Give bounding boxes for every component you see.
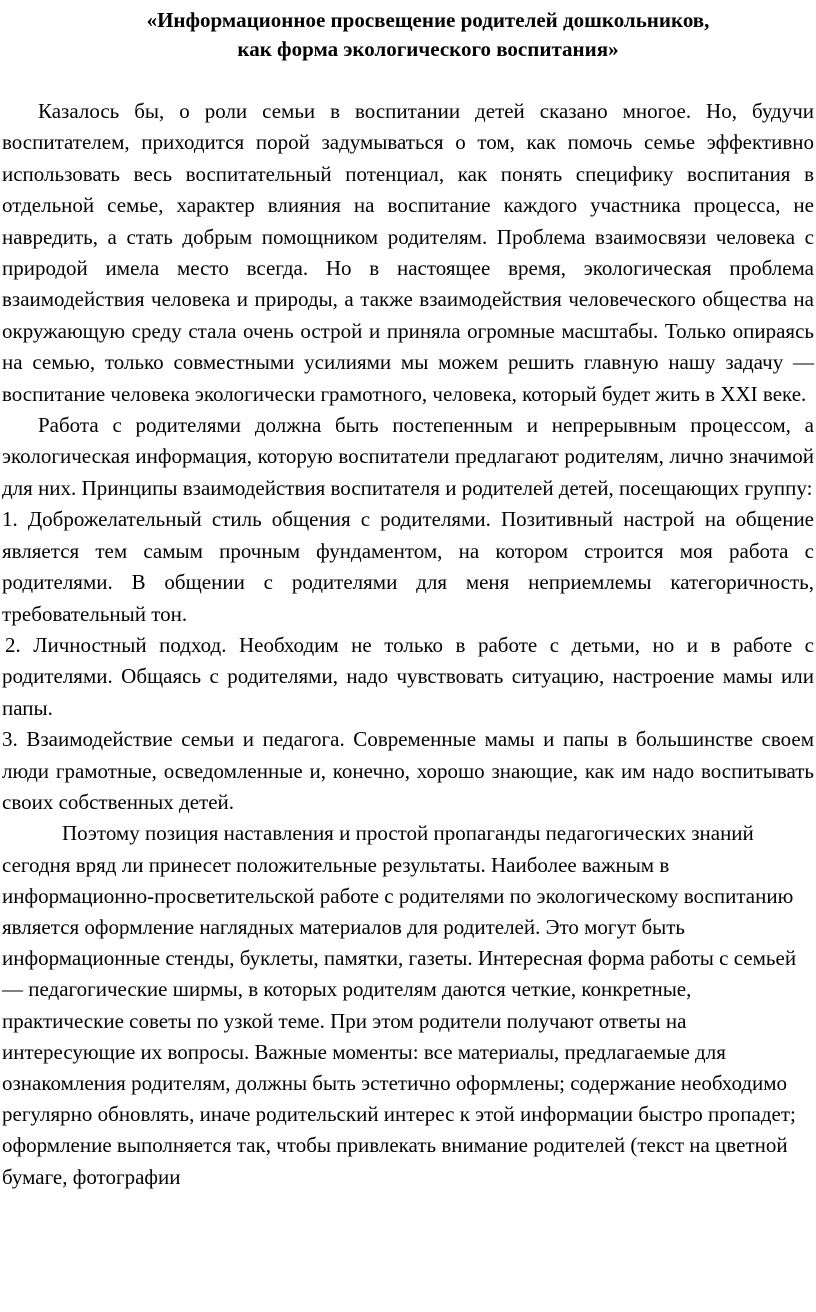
paragraph-work-with-parents: Работа с родителями должна быть постепенным и непрерывным процессом, а экологическая информация, которую воспитатели предлагают родителям, лично значимой для них. Принципы взаимодействия воспитателя и родителей детей, посещающих группу: [2,413,814,500]
principle-1: 1. Доброжелательный стиль общения с родителями. Позитивный настрой на общение является тем самым прочным фундаментом, на котором строится моя работа с родителями. В общении с родителями для меня неприемлемы категоричность, требовательный тон. [2,507,814,626]
principle-2: 2. Личностный подход. Необходим не только в работе с детьми, но и в работе с родителями. Общаясь с родителями, надо чувствовать ситуацию, настроение мамы или папы. [2,632,814,720]
document-title [2,6,814,64]
title-line-1: «Информационное просвещение родителей дошкольников, [146,8,710,32]
title-line-2: как форма экологического воспитания» [237,37,619,61]
closing-section [2,818,814,1192]
paragraph-intro: Казалось бы, о роли семьи в воспитании детей сказано многое. Но, будучи воспитателем, приходится порой задумываться о том, как помочь семье эффективно использовать весь воспитательный потенциал, как понять специфику воспитания в отдельной семье, характер влияния на воспитание каждого участника процесса, не навредить, а стать добрым помощником родителям. Проблема взаимосвязи человека с природой имела место всегда. Но в настоящее время, экологическая проблема взаимодействия человека и природы, а также взаимодействия человеческого общества на окружающую среду стала очень острой и приняла огромные масштабы. Только опираясь на семью, только совместными усилиями мы можем решить главную нашу задачу — воспитание человека экологически грамотного, человека, который будет жить в XXI веке. [2,99,814,406]
paragraph-visual-materials: Поэтому позиция наставления и простой пропаганды педагогических знаний сегодня вряд ли принесет положительные результаты. Наиболее важным в информационно-просветительской работе с родителями по экологическому воспитанию является оформление наглядных материалов для родителей. Это могут быть информационные стенды, буклеты, памятки, газеты. Интересная форма работы с семьей — педагогические ширмы, в которых родителям даются четкие, конкретные, практические советы по узкой теме. При этом родители получают ответы на интересующие их вопросы. Важные моменты: все материалы, предлагаемые для ознакомления родителям, должны быть эстетично оформлены; содержание необходимо регулярно обновлять, иначе родительский интерес к этой информации быстро пропадет; оформление выполняется так, чтобы привлекать внимание родителей (текст на цветной бумаге, фотографии [2,821,797,1189]
principle-3: 3. Взаимодействие семьи и педагога. Современные мамы и папы в большинстве своем люди грамотные, осведомленные и, конечно, хорошо знающие, как им надо воспитывать своих собственных детей. [2,727,814,814]
